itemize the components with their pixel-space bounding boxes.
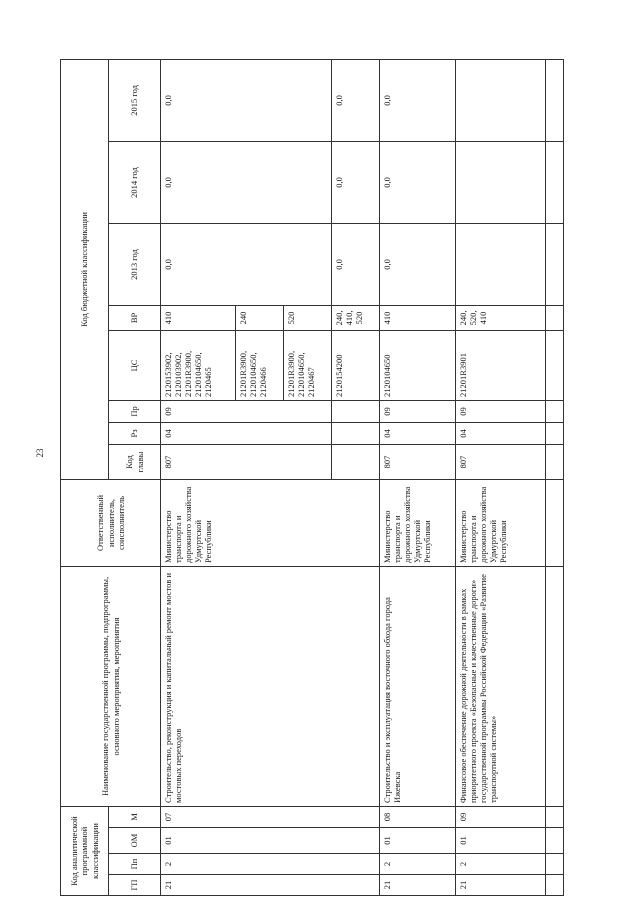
- header-name: Наименование государственной программы, подпрограммы, основного мероприятия, мероприятия: [61, 566, 161, 806]
- cell-2013: 0,0: [161, 223, 332, 305]
- header-2015: 2015 год: [108, 59, 160, 141]
- header-gp: ГП: [108, 875, 160, 896]
- cell-vr: 240, 520, 410: [455, 305, 545, 330]
- header-om: ОМ: [108, 828, 160, 854]
- cell-2014: 0,0: [332, 141, 380, 223]
- header-budget-group: Код бюджетной классификации: [61, 59, 109, 479]
- rotated-table-container: [60, 60, 564, 896]
- cell-gp: 21: [455, 875, 545, 896]
- table-row: [161, 59, 236, 895]
- header-analytic-group: Код аналитической программной классификации: [61, 806, 109, 895]
- cell-cs: 2120153902, 2120103902, 21201R3900, 2120104650, 2120465: [161, 330, 236, 400]
- cell-cs: 2120104650: [380, 330, 455, 400]
- header-pr: Пр: [108, 400, 160, 422]
- cell-name: Строительство, реконструкция и капитальный ремонт мостов и мостовых переходов: [161, 566, 380, 806]
- cell-vr: 410: [380, 305, 455, 330]
- cell-pr: 09: [161, 400, 332, 422]
- cell-cs: 21201R3900, 2120104650, 2120466: [236, 330, 284, 400]
- cell-rz: 04: [380, 422, 455, 444]
- cell-rz: [332, 422, 380, 444]
- cell-kod-glavy: 807: [380, 444, 455, 479]
- cell-name: Строительство и эксплуатация восточного обхода города Ижевска: [380, 566, 455, 806]
- table-row-empty: [546, 59, 564, 895]
- cell-2015: 0,0: [332, 59, 380, 141]
- cell-pr: [332, 400, 380, 422]
- cell-vr: 410: [161, 305, 236, 330]
- cell-rz: 04: [161, 422, 332, 444]
- header-responsible: Ответственный исполнитель, соисполнитель: [61, 479, 161, 566]
- cell-2013: 0,0: [380, 223, 455, 305]
- cell-name: Финансовое обеспечение дорожной деятельности в рамках приоритетного проекта «Безопасные и качественные дороги» государственной программы Российской Федерации «Развитие транспортной системы»: [455, 566, 545, 806]
- cell-kod-glavy: [332, 444, 380, 479]
- cell-om: 01: [380, 828, 455, 854]
- cell-2013: 0,0: [332, 223, 380, 305]
- cell-2014: 0,0: [380, 141, 455, 223]
- cell-m: 08: [380, 806, 455, 827]
- cell-2013: [455, 223, 545, 305]
- cell-2014: [455, 141, 545, 223]
- cell-vr: 520: [284, 305, 332, 330]
- header-kod-glavy: Код главы: [108, 444, 160, 479]
- cell-vr: 240: [236, 305, 284, 330]
- header-vr: ВР: [108, 305, 160, 330]
- cell-responsible: Министерство транспорта и дорожного хозяйства Удмуртской Республики: [161, 479, 380, 566]
- cell-responsible: Министерство транспорта и дорожного хозяйства Удмуртской Республики: [380, 479, 455, 566]
- header-2014: 2014 год: [108, 141, 160, 223]
- cell-pp: 2: [161, 854, 380, 875]
- header-m: М: [108, 806, 160, 827]
- header-pp: Пп: [108, 854, 160, 875]
- cell-m: 07: [161, 806, 380, 827]
- cell-pr: 09: [380, 400, 455, 422]
- header-rz: Рз: [108, 422, 160, 444]
- cell-m: 09: [455, 806, 545, 827]
- cell-cs: 21201R3901: [455, 330, 545, 400]
- cell-kod-glavy: 807: [161, 444, 332, 479]
- cell-om: 01: [161, 828, 380, 854]
- cell-om: 01: [455, 828, 545, 854]
- cell-pp: 2: [380, 854, 455, 875]
- cell-kod-glavy: 807: [455, 444, 545, 479]
- cell-rz: 04: [455, 422, 545, 444]
- cell-gp: 21: [161, 875, 380, 896]
- cell-cs: 21201R3900, 2120104650, 2120467: [284, 330, 332, 400]
- cell-vr: 240, 410, 520: [332, 305, 380, 330]
- page-number: 23: [35, 448, 45, 458]
- cell-responsible: Министерство транспорта и дорожного хозяйства Удмуртской Республики: [455, 479, 545, 566]
- header-2013: 2013 год: [108, 223, 160, 305]
- cell-gp: 21: [380, 875, 455, 896]
- cell-2014: 0,0: [161, 141, 332, 223]
- cell-pr: 09: [455, 400, 545, 422]
- cell-2015: 0,0: [161, 59, 332, 141]
- cell-2015: [455, 59, 545, 141]
- cell-pp: 2: [455, 854, 545, 875]
- budget-table: [60, 59, 564, 896]
- header-cs: ЦС: [108, 330, 160, 400]
- table-row: [455, 59, 545, 895]
- cell-cs: 2120154200: [332, 330, 380, 400]
- cell-2015: 0,0: [380, 59, 455, 141]
- table-row: [380, 59, 455, 895]
